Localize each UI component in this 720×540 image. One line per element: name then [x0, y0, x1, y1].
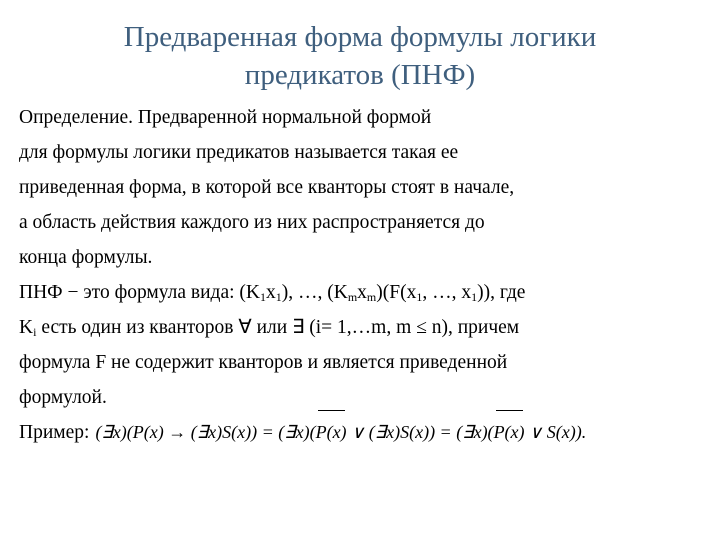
definition-line-3: приведенная форма, в которой все кванторы стоят в начале,	[19, 177, 515, 198]
quantifier-line	[19, 310, 709, 345]
pnf-form-line	[19, 275, 709, 310]
pnf-sub-2: 1	[275, 290, 282, 304]
ki-text-2: есть один из кванторов ∀ или ∃ (i= 1,…m, m ≤ n), причем	[36, 317, 520, 338]
pnf-text-3: ), …, (K	[281, 282, 348, 303]
pnf-sub-6: 1	[471, 290, 478, 304]
example-formula	[95, 415, 586, 450]
pnf-sub-5: 1	[416, 290, 423, 304]
pnf-text-6: , …, x	[422, 282, 472, 303]
ki-text-1: K	[19, 317, 34, 338]
negated-predicate-2: P(x)	[494, 415, 525, 450]
formula-part-3: ∨ (∃x)S(x)) = (∃x)(	[346, 422, 494, 442]
definition-line-1: Определение. Предваренной нормальной формой	[19, 107, 432, 128]
formula-part-5: ∨ S(x)).	[524, 422, 587, 442]
pnf-text-4: x	[357, 282, 367, 303]
formula-part-1: (∃x)(P(x) → (∃x)S(x)) = (∃x)(	[95, 422, 316, 442]
ki-sub: i	[33, 325, 37, 339]
pnf-text-5: )(F(x	[376, 282, 417, 303]
title-line-2: предикатов (ПНФ)	[244, 59, 476, 91]
definition-line-2: для формулы логики предикатов называется такая ее	[19, 142, 459, 163]
slide-body	[19, 100, 709, 450]
pnf-sub-3: m	[347, 290, 358, 304]
definition-line-8: формула F не содержит кванторов и является приведенной	[19, 352, 508, 373]
pnf-sub-4: m	[366, 290, 377, 304]
pnf-text-7: )), где	[477, 282, 526, 303]
definition-line-9: формулой.	[19, 387, 107, 408]
definition-line-5: конца формулы.	[19, 247, 153, 268]
slide-title	[60, 18, 660, 94]
example-line	[19, 415, 709, 450]
negated-predicate-1: P(x)	[316, 415, 347, 450]
example-label: Пример:	[19, 422, 90, 443]
pnf-sub-1: 1	[260, 290, 266, 304]
pnf-text-2: x	[266, 282, 276, 303]
pnf-text-1: ПНФ − это формула вида: (K	[19, 282, 260, 303]
definition-line-4: а область действия каждого из них распространяется до	[19, 212, 485, 233]
title-line-1: Предваренная форма формулы логики	[123, 21, 597, 53]
